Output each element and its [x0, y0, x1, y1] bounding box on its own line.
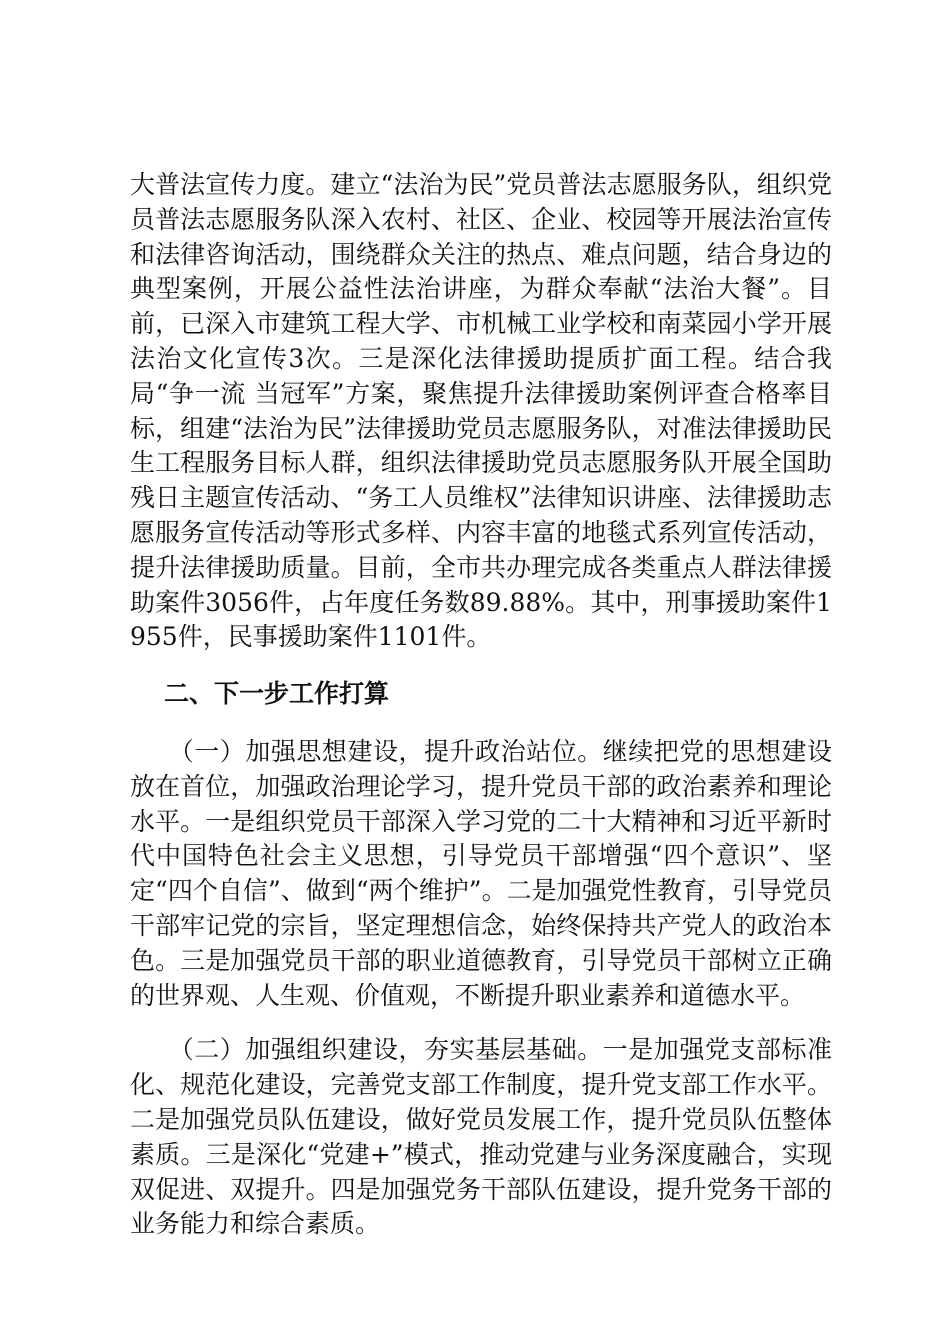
body-paragraph-thought-building: （一）加强思想建设，提升政治站位。继续把党的思想建设放在首位，加强政治理论学习，提升党员干部的政治素养和理论水平。一是组织党员干部深入学习党的二十大精神和习近平新时代中国特色社会主义思想，引导党员干部增强“四个意识”、坚定“四个自信”、做到“两个维护”。二是加强党性教育，引导党员干部牢记党的宗旨，坚定理想信念，始终保持共产党人的政治本色。三是加强党员干部的职业道德教育，引导党员干部树立正确的世界观、人生观、价值观，不断提升职业素养和道德水平。	[130, 736, 832, 1010]
body-paragraph-organization-building: （二）加强组织建设，夯实基层基础。一是加强党支部标准化、规范化建设，完善党支部工作制度，提升党支部工作水平。二是加强党员队伍建设，做好党员发展工作，提升党员队伍整体素质。三是深化“党建+”模式，推动党建与业务深度融合，实现双促进、双提升。四是加强党务干部队伍建设，提升党务干部的业务能力和综合素质。	[130, 1035, 832, 1239]
document-page	[130, 168, 832, 1242]
body-paragraph-continued: 大普法宣传力度。建立“法治为民”党员普法志愿服务队，组织党员普法志愿服务队深入农村、社区、企业、校园等开展法治宣传和法律咨询活动，围绕群众关注的热点、难点问题，结合身边的典型案例，开展公益性法治讲座，为群众奉献“法治大餐”。目前，已深入市建筑工程大学、市机械工业学校和南菜园小学开展法治文化宣传3次。三是深化法律援助提质扩面工程。结合我局“争一流 当冠军”方案，聚焦提升法律援助案例评查合格率目标，组建“法治为民”法律援助党员志愿服务队，对准法律援助民生工程服务目标人群，组织法律援助党员志愿服务队开展全国助残日主题宣传活动、“务工人员维权”法律知识讲座、法律援助志愿服务宣传活动等形式多样、内容丰富的地毯式系列宣传活动，提升法律援助质量。目前，全市共办理完成各类重点人群法律援助案件3056件，占年度任务数89.88%。其中，刑事援助案件1955件，民事援助案件1101件。	[130, 170, 832, 652]
section-heading: 二、下一步工作打算	[164, 679, 390, 709]
